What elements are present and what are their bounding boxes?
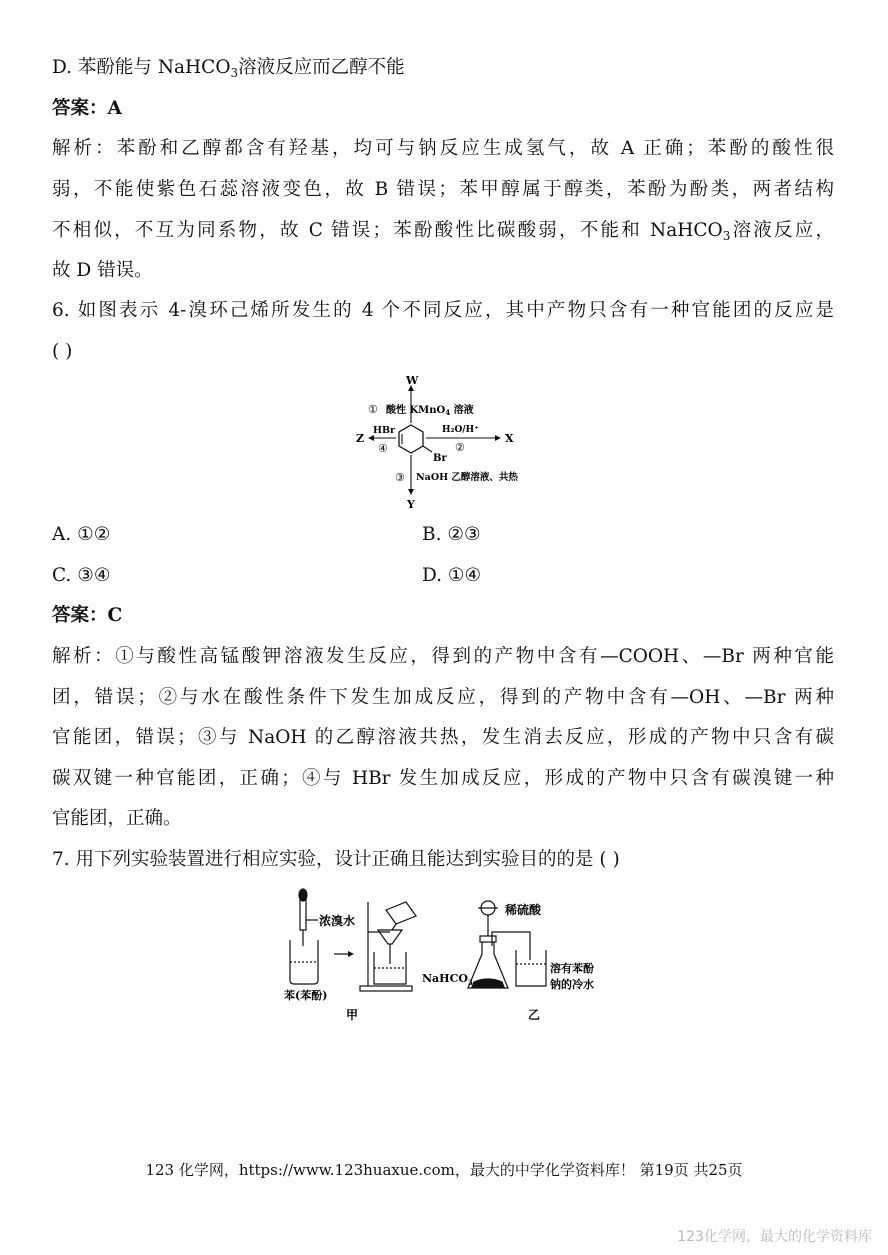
q6-blank: ( ) [52, 341, 73, 362]
reaction-1-num: ① [368, 403, 378, 416]
bromine-water-label: 浓溴水 [319, 914, 356, 928]
reaction-2-label: H₂O/H⁺ [442, 425, 479, 435]
reaction-2-num: ② [455, 441, 465, 454]
arrow-down-head [408, 489, 414, 495]
page-footer: 123 化学网，https://www.123huaxue.com，最大的中学化学资料库！ 第19页 共25页 [145, 1161, 743, 1179]
arrow-right-head [495, 435, 501, 441]
q5-analysis-line-1: 解析：苯酚和乙醇都含有羟基，均可与钠反应生成氢气，故 A 正确；苯酚的酸性很 [52, 138, 834, 159]
q7-stem: 7. 用下列实验装置进行相应实验，设计正确且能达到实验目的的是 ( ) [52, 849, 620, 870]
br-bond [423, 446, 432, 452]
reaction-3-label: NaOH 乙醇溶液、共热 [416, 472, 518, 483]
q5-analysis-line-3-a: 不相似，不互为同系物，故 C 错误；苯酚酸性比碳酸弱，不能和 NaHCO [52, 220, 723, 241]
q6-option-c: C. ③④ [52, 565, 111, 586]
yi-label: 乙 [528, 1008, 541, 1022]
q6-analysis-line-4: 碳双键一种官能团，正确；④与 HBr 发生加成反应，形成的产物中只含有碳溴键一种 [52, 768, 834, 789]
q6-stem: 6. 如图表示 4-溴环己烯所发生的 4 个不同反应，其中产物只含有一种官能团的反应是 [52, 300, 834, 321]
q5-analysis-line-3-sub: 3 [722, 229, 731, 243]
q5-answer [52, 97, 122, 121]
filtration-setup [360, 902, 416, 991]
q6-option-a: A. ①② [52, 524, 111, 545]
reaction-4-num: ④ [378, 442, 388, 455]
q5-option-d-sub: 3 [230, 66, 239, 80]
nahco3-label: NaHCO$_3$ [422, 972, 473, 987]
product-z: Z [356, 432, 365, 445]
benzene-phenol-label: 苯(苯酚) [284, 989, 328, 1002]
q7-apparatus-figure [278, 884, 618, 1030]
q6-analysis-line-2: 团，错误；②与水在酸性条件下发生加成反应，得到的产物中含有—OH、—Br 两种 [52, 687, 834, 708]
q5-answer-value: A [107, 98, 122, 119]
q5-analysis-line-2: 弱，不能使紫色石蕊溶液变色，故 B 错误；苯甲醇属于醇类，苯酚为酚类，两者结构 [52, 179, 834, 200]
br-label: Br [433, 453, 447, 464]
q6-reaction-diagram [340, 372, 550, 512]
reaction-3-num: ③ [395, 471, 405, 484]
product-y: Y [407, 498, 415, 511]
q5-option-d-prefix: D. 苯酚能与 NaHCO [52, 57, 231, 78]
apparatus-jia [290, 889, 318, 984]
phenolate-label-2: 钠的冷水 [550, 978, 594, 991]
reaction-4-label: HBr [373, 425, 396, 436]
q6-analysis-line-5: 官能团，正确。 [52, 808, 182, 829]
q5-option-d [52, 56, 405, 85]
q6-answer [52, 604, 122, 628]
q6-option-b: B. ②③ [422, 524, 481, 545]
q6-analysis-line-3: 官能团，错误；③与 NaOH 的乙醇溶液共热，发生消去反应，形成的产物中只含有碳 [52, 727, 834, 748]
q5-analysis-line-3 [52, 219, 834, 243]
q6-option-d: D. ①④ [422, 565, 482, 586]
product-w: W [406, 374, 419, 387]
q6-answer-label: 答案： [52, 605, 108, 626]
q5-answer-label: 答案： [52, 98, 108, 119]
product-x: X [505, 432, 514, 445]
q5-analysis-line-4: 故 D 错误。 [52, 260, 153, 281]
process-arrow-head [348, 951, 354, 957]
q5-analysis-line-3-b: 溶液反应， [730, 220, 834, 241]
dilute-sulfuric-acid-label: 稀硫酸 [505, 903, 542, 917]
reaction-1-label: 酸性 KMnO$_4$ 溶液 [386, 405, 474, 417]
jia-label: 甲 [346, 1008, 359, 1022]
cyclohexene-ring [399, 425, 423, 453]
q6-analysis-line-1: 解析：①与酸性高锰酸钾溶液发生反应，得到的产物中含有—COOH、—Br 两种官能 [52, 646, 834, 667]
q5-option-d-suffix: 溶液反应而乙醇不能 [238, 57, 405, 78]
phenolate-label-1: 溶有苯酚 [550, 962, 594, 975]
watermark: 123化学网，最大的化学资料库 [677, 1229, 872, 1245]
q6-answer-value: C [107, 605, 123, 626]
